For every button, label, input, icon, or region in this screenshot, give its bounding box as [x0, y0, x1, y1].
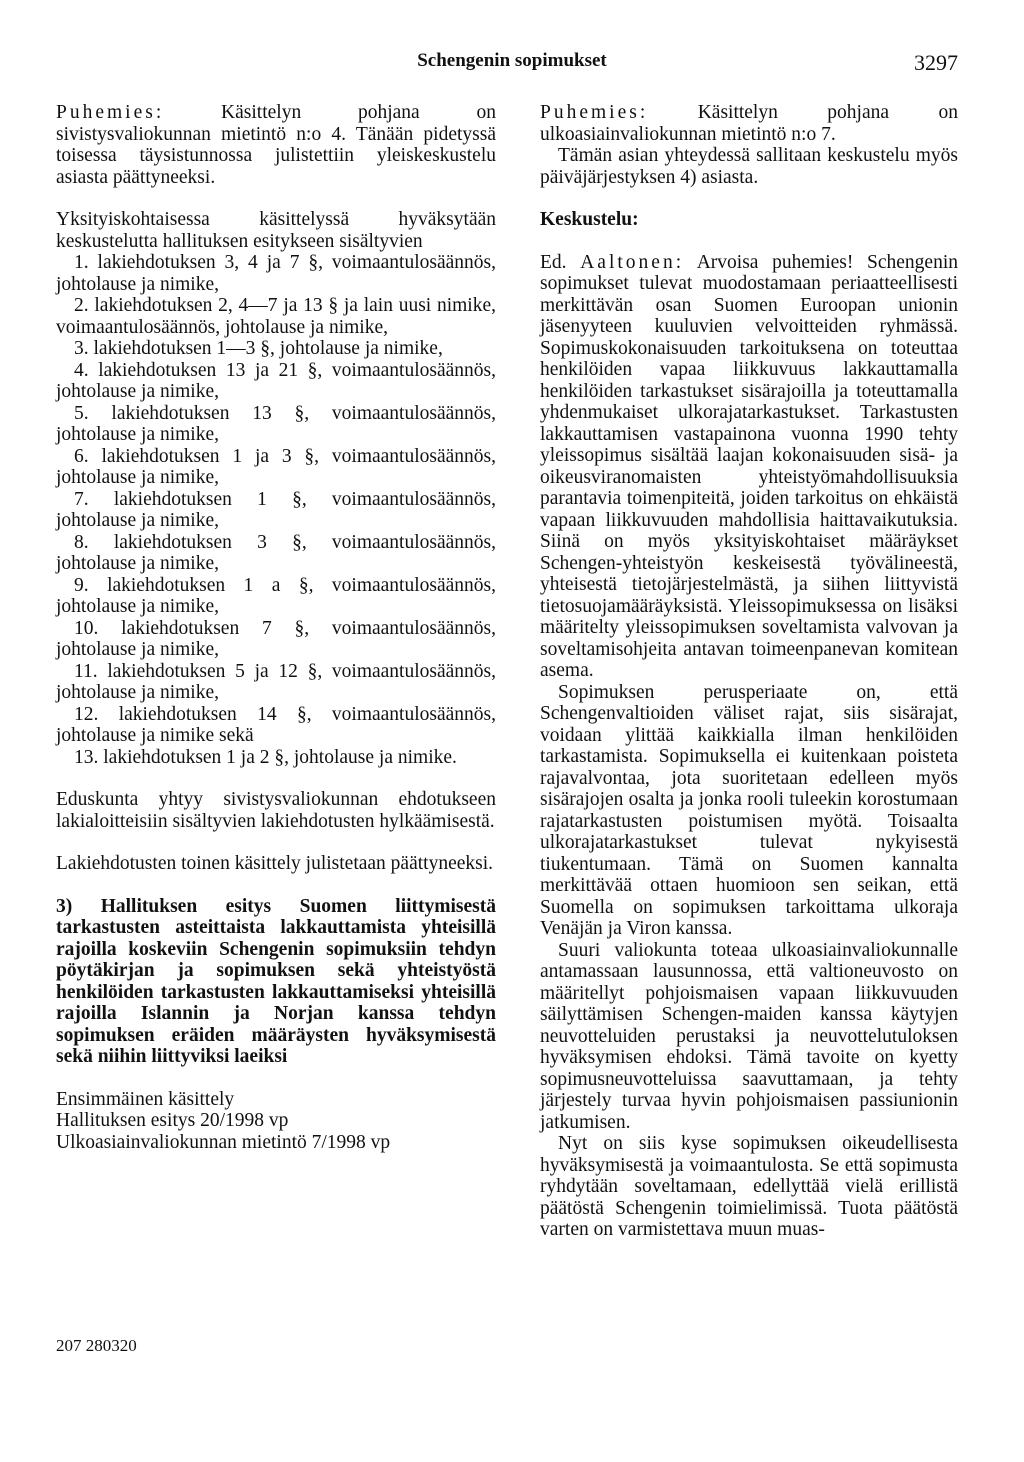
list-item: 8. lakiehdotuksen 3 §, voimaantulosäännös, johtolause ja nimike,: [56, 531, 496, 574]
speaker-name: Aaltonen:: [580, 251, 685, 273]
list-item: 4. lakiehdotuksen 13 ja 21 §, voimaantulosäännös, johtolause ja nimike,: [56, 359, 496, 402]
speaker-name: Puhemies:: [540, 102, 649, 123]
detailed-processing-intro: Yksityiskohtaisessa käsittelyssä hyväksytään keskustelutta hallituksen esitykseen sisältyvien: [56, 209, 496, 252]
speech-paragraph: Nyt on siis kyse sopimuksen oikeudellisesta hyväksymisestä ja voimaantulosta. Se että sopimusta ryhdytään soveltamaan, edellyttää vielä erillistä päätöstä Schengenin toimielimissä. Tuota päätöstä varten on varmistettava muun muas-: [540, 1133, 958, 1240]
list-item: 12. lakiehdotuksen 14 §, voimaantulosäännös, johtolause ja nimike sekä: [56, 703, 496, 746]
agenda-item-title: 3) Hallituksen esitys Suomen liittymisestä tarkastusten asteittaista lakkauttamista yhteisillä rajoilla koskeviin Schengenin sopimuksiin tehdyn pöytäkirjan ja sopimuksen sekä yhteistyöstä henkilöiden tarkastusten lakkauttamiseksi yhteisillä rajoilla Islannin ja Norjan kanssa tehdyn sopimuksen eräiden määräysten hyväksymisestä sekä niihin liittyviksi laeiksi: [56, 895, 496, 1067]
list-item: 11. lakiehdotuksen 5 ja 12 §, voimaantulosäännös, johtolause ja nimike,: [56, 660, 496, 703]
discussion-permission: Tämän asian yhteydessä sallitaan keskustelu myös päiväjärjestyksen 4) asiasta.: [540, 145, 958, 188]
reference-line: Hallituksen esitys 20/1998 vp: [56, 1110, 289, 1131]
speech-paragraph: [540, 252, 958, 682]
list-item: 2. lakiehdotuksen 2, 4—7 ja 13 § ja lain uusi nimike, voimaantulosäännös, johtolause ja nimike,: [56, 295, 496, 338]
reference-line: Ensimmäinen käsittely: [56, 1088, 235, 1110]
left-column: [56, 102, 496, 1153]
statement-text: Käsittelyn pohjana on ulkoasiainvaliokunnan mietintö n:o 7.: [540, 102, 958, 145]
list-item: 10. lakiehdotuksen 7 §, voimaantulosäännös, johtolause ja nimike,: [56, 617, 496, 660]
running-title: Schengenin sopimukset: [417, 50, 607, 71]
chair-statement-left: [56, 102, 496, 188]
list-item: 9. lakiehdotuksen 1 a §, voimaantulosäännös, johtolause ja nimike,: [56, 574, 496, 617]
speech-paragraph: Suuri valiokunta toteaa ulkoasiainvaliokunnalle antamassaan lausunnossa, että valtioneuvosto on määritellyt pohjoismaisen vapaan liikkuvuuden säilyttämisen Schengen-maiden kanssa käytyjen neuvotteluiden perustaksi ja neuvottelutuloksen hyväksymisen ehdoksi. Tämä tavoite on kyetty sopimusneuvotteluissa saavuttamaan, ja tehty järjestely turvaa hyvin pohjoismaisen passiunionin jatkumisen.: [540, 939, 958, 1133]
speech-paragraph: Sopimuksen perusperiaate on, että Schengenvaltioiden väliset rajat, siis sisärajat, voidaan ylittää kaikkialla ilman henkilöiden tarkastamista. Sopimuksella ei kuitenkaan poisteta rajavalvontaa, jota suoritetaan edelleen myös sisärajojen osalta ja jonka rooli tuleekin korostumaan rajatarkastusten poistumisen myötä. Toisaalta ulkorajatarkastukset tulevat nykyisestä tiukentumaan. Tämä on Suomen kannalta merkittävää ottaen huomioon sen seikan, että Suomella on sopimuksen tarkoittama ulkoraja Venäjän ja Viron kanssa.: [540, 681, 958, 939]
reference-line: Ulkoasiainvaliokunnan mietintö 7/1998 vp: [56, 1131, 391, 1153]
right-column: [540, 102, 958, 1241]
list-item: 6. lakiehdotuksen 1 ja 3 §, voimaantulosäännös, johtolause ja nimike,: [56, 445, 496, 488]
discussion-heading: Keskustelu:: [540, 209, 639, 230]
speech-text: Arvoisa puhemies! Schengenin sopimukset tulevat muodostamaan periaatteellisesti merkittävän osan Suomen Euroopan unionin jäsenyyteen kuuluvien velvoitteiden ryhmässä. Sopimuskokonaisuuden tarkoituksena on toteuttaa henkilöiden vapaa liikkuvuus lakkauttamalla henkilöiden tarkastukset sisärajoilla ja toteuttamalla yhdenmukaiset ulkorajatarkastukset. Tarkastusten lakkauttamisen vastapainona vuonna 1990 tehty yleissopimus sisältää laajan kokonaisuuden sisä- ja oikeusviranomaisten yhteistyömahdollisuuksia parantavia toimenpiteitä, joiden tarkoitus on ehkäistä vapaan liikkuvuuden mahdollisia haittavaikutuksia. Siinä on myös yksityiskohtaiset määräykset Schengen-yhteistyön keskeisestä työvälineestä, yhteisestä tietojärjestelmästä, ja siihen liittyvistä tietosuojamääräyksistä. Yleissopimuksessa on lisäksi määritelty yleissopimuksen soveltamista valvovan ja soveltamisohjeita antavan toimeenpanevan komitean asema.: [540, 251, 958, 681]
bill-list: [56, 252, 496, 768]
list-item: 5. lakiehdotuksen 13 §, voimaantulosäännös, johtolause ja nimike,: [56, 402, 496, 445]
statement-text: Käsittelyn pohjana on sivistysvaliokunnan mietintö n:o 4. Tänään pidetyssä toisessa täysistunnossa julistettiin yleiskeskustelu asiasta päättyneeksi.: [56, 102, 496, 188]
chair-statement-right: [540, 102, 958, 145]
list-item: 3. lakiehdotuksen 1—3 §, johtolause ja nimike,: [74, 338, 443, 359]
print-code: 207 280320: [56, 1336, 137, 1355]
list-item: 13. lakiehdotuksen 1 ja 2 §, johtolause ja nimike.: [74, 746, 457, 768]
speaker-name: Puhemies:: [56, 102, 165, 123]
decision-paragraph: Eduskunta yhtyy sivistysvaliokunnan ehdotukseen lakialoitteisiin sisältyvien lakiehdotusten hylkäämisestä.: [56, 789, 496, 832]
list-item: 1. lakiehdotuksen 3, 4 ja 7 §, voimaantulosäännös, johtolause ja nimike,: [56, 252, 496, 295]
speech-prefix: Ed.: [540, 251, 581, 273]
reference-lines: [56, 1089, 496, 1154]
list-item: 7. lakiehdotuksen 1 §, voimaantulosäännös, johtolause ja nimike,: [56, 488, 496, 531]
second-reading-closed: Lakiehdotusten toinen käsittely julistetaan päättyneeksi.: [56, 853, 494, 874]
page-number: 3297: [914, 50, 958, 75]
